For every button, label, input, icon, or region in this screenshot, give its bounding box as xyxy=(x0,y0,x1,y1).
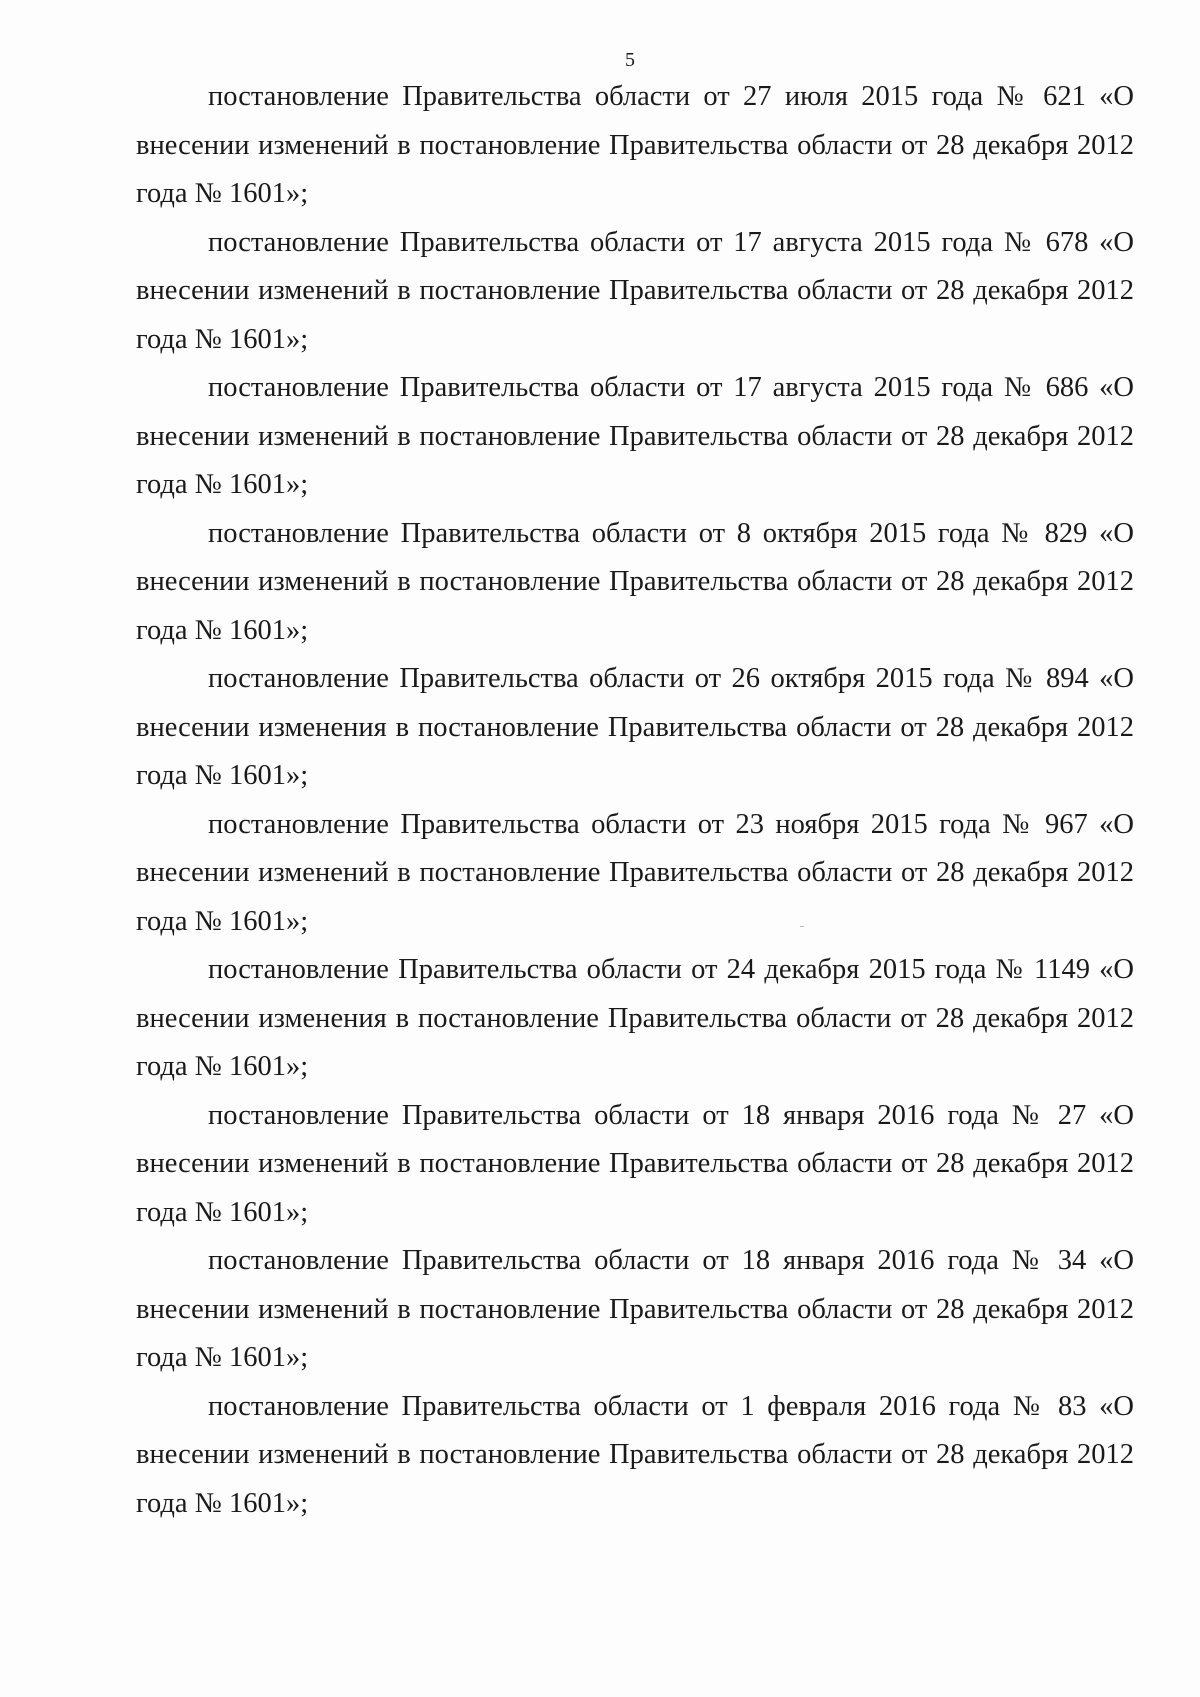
resolution-paragraph: постановление Правительства области от 18 января 2016 года № 27 «О внесении изменений в постановление Правительства области от 28 декабря 2012 года № 1601»; xyxy=(136,1099,1134,1228)
resolution-paragraph: постановление Правительства области от 1 февраля 2016 года № 83 «О внесении изменений в постановление Правительства области от 28 декабря 2012 года № 1601»; xyxy=(136,1390,1134,1519)
page-number: 5 xyxy=(625,49,635,71)
scan-artifact xyxy=(1142,0,1194,14)
resolution-paragraph: постановление Правительства области от 26 октября 2015 года № 894 «О внесении изменения в постановление Правительства области от 28 декабря 2012 года № 1601»; xyxy=(136,663,1134,791)
resolution-paragraph: постановление Правительства области от 8 октября 2015 года № 829 «О внесении изменений в постановление Правительства области от 28 декабря 2012 года № 1601»; xyxy=(136,517,1134,646)
resolution-paragraph: постановление Правительства области от 24 декабря 2015 года № 1149 «О внесении изменения в постановление Правительства области от 28 декабря 2012 года № 1601»; xyxy=(136,954,1134,1082)
resolution-paragraph: постановление Правительства области от 17 августа 2015 года № 678 «О внесении изменений в постановление Правительства области от 28 декабря 2012 года № 1601»; xyxy=(136,226,1134,355)
resolution-paragraph: постановление Правительства области от 23 ноября 2015 года № 967 «О внесении изменений в постановление Правительства области от 28 декабря 2012 года № 1601»; xyxy=(136,808,1134,937)
resolution-paragraph: постановление Правительства области от 17 августа 2015 года № 686 «О внесении изменений в постановление Правительства области от 28 декабря 2012 года № 1601»; xyxy=(136,372,1134,500)
document-body xyxy=(136,73,1134,1528)
resolution-paragraph: постановление Правительства области от 18 января 2016 года № 34 «О внесении изменений в постановление Правительства области от 28 декабря 2012 года № 1601»; xyxy=(136,1245,1134,1373)
scan-speck xyxy=(800,926,804,927)
resolution-paragraph: постановление Правительства области от 27 июля 2015 года № 621 «О внесении изменений в постановление Правительства области от 28 декабря 2012 года № 1601»; xyxy=(136,81,1134,209)
